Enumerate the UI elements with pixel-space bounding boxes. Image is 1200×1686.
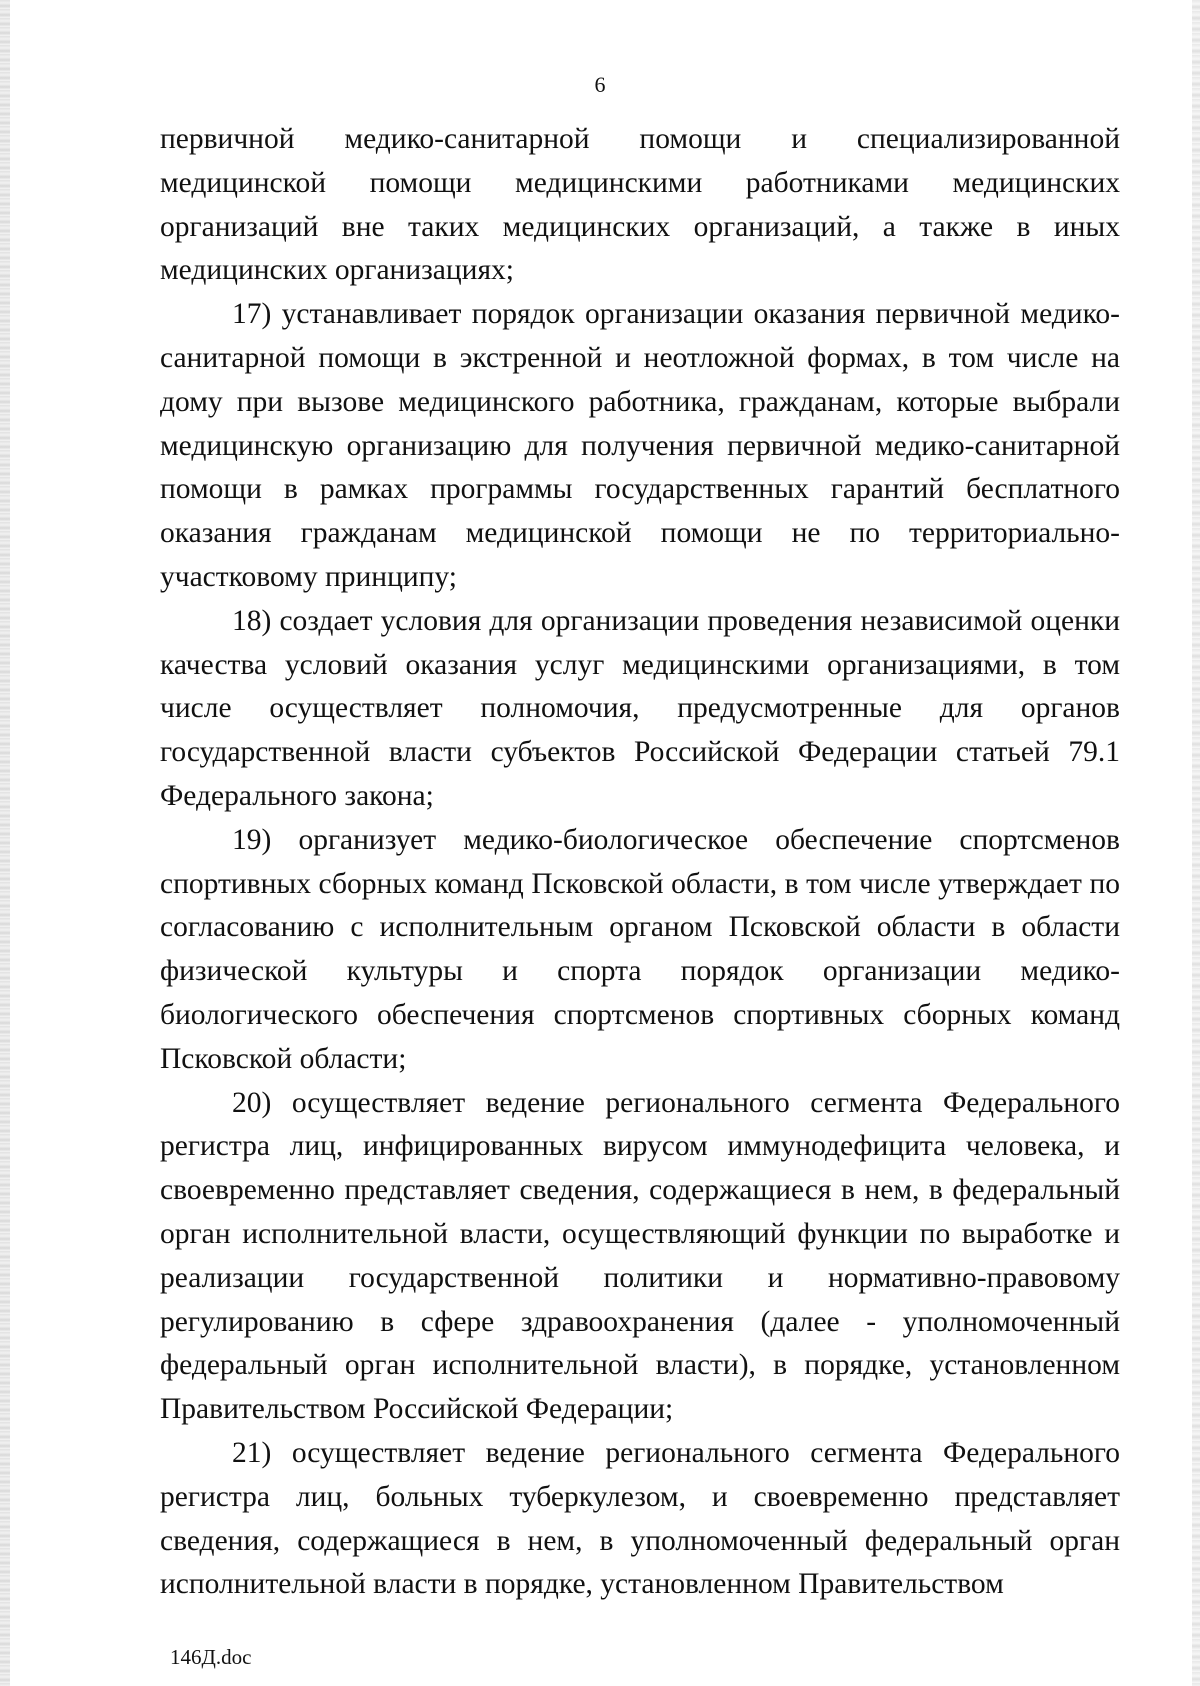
paragraph-item-20: 20) осуществляет ведение регионального сегмента Федерального регистра лиц, инфицированных вирусом иммунодефицита человека, и своевременно представляет сведения, содержащиеся в нем, в федеральный орган исполнительной власти, осуществляющий функции по выработке и реализации государственной политики и нормативно-правовому регулированию в сфере здравоохранения (далее - уполномоченный федеральный орган исполнительной власти), в порядке, установленном Правительством Российской Федерации; bbox=[160, 1086, 1120, 1426]
paragraph-item-17: 17) устанавливает порядок организации оказания первичной медико-санитарной помощи в экстренной и неотложной формах, в том числе на дому при вызове медицинского работника, гражданам, которые выбрали медицинскую организацию для получения первичной медико-санитарной помощи в рамках программы государственных гарантий бесплатного оказания гражданам медицинской помощи не по территориально-участковому принципу; bbox=[160, 298, 1120, 593]
document-body bbox=[160, 118, 1120, 1607]
scan-edge-left bbox=[0, 0, 10, 1686]
paragraph-item-18: 18) создает условия для организации проведения независимой оценки качества условий оказания услуг медицинскими организациями, в том числе осуществляет полномочия, предусмотренные для органов государственной власти субъектов Российской Федерации статьей 79.1 Федерального закона; bbox=[160, 604, 1120, 812]
paragraph-item-21: 21) осуществляет ведение регионального сегмента Федерального регистра лиц, больных туберкулезом, и своевременно представляет сведения, содержащиеся в нем, в уполномоченный федеральный орган исполнительной власти в порядке, установленном Правительством bbox=[160, 1436, 1120, 1601]
file-name-footer: 146Д.doc bbox=[170, 1645, 252, 1669]
paragraph-continuation: первичной медико-санитарной помощи и специализированной медицинской помощи медицинскими работниками медицинских организаций вне таких медицинских организаций, а также в иных медицинских организациях; bbox=[160, 123, 1120, 287]
paragraph-item-19: 19) организует медико-биологическое обеспечение спортсменов спортивных сборных команд Псковской области, в том числе утверждает по согласованию с исполнительным органом Псковской области в области физической культуры и спорта порядок организации медико-биологического обеспечения спортсменов спортивных сборных команд Псковской области; bbox=[160, 823, 1120, 1075]
page-number: 6 bbox=[594, 72, 606, 97]
scan-edge-right bbox=[1192, 0, 1200, 1686]
